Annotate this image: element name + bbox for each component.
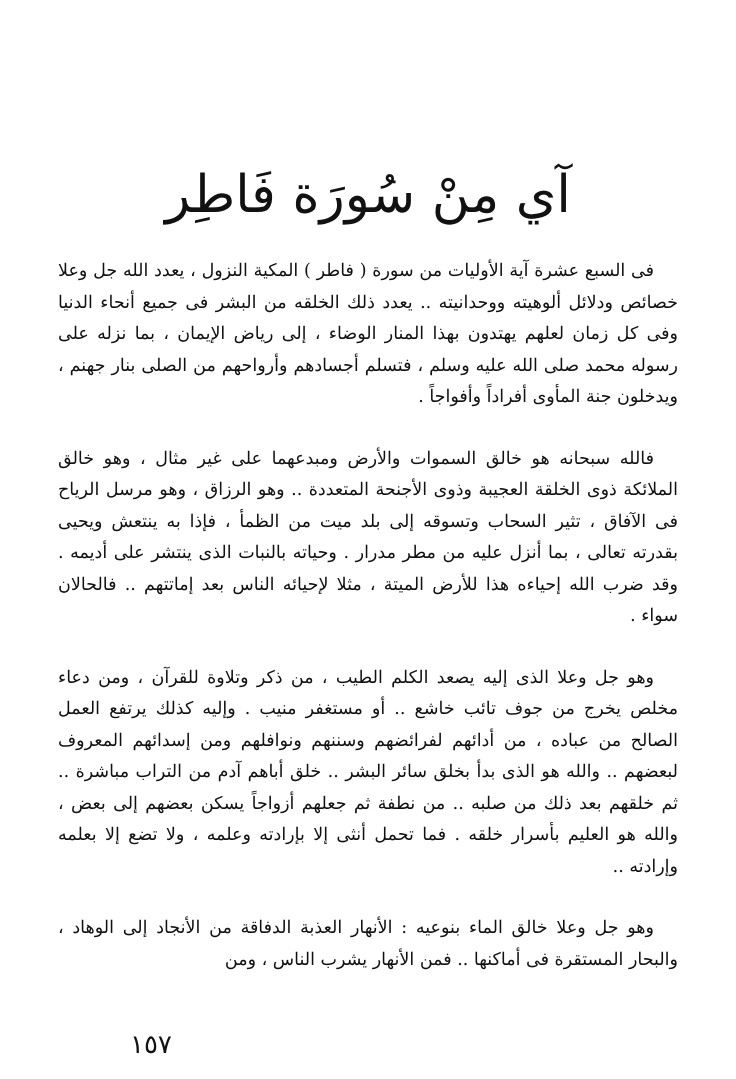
body-text bbox=[58, 256, 678, 1006]
paragraph-1: فى السبع عشرة آية الأوليات من سورة ( فاطر ) المكية النزول ، يعدد الله جل وعلا خصائص ودلائل ألوهيته ووحدانيته .. يعدد ذلك الخلقه من البشر فى جميع أنحاء الدنيا وفى كل زمان لعلهم يهتدون بهذا المنار الوضاء ، إلى رياض الإيمان ، بما نزله على رسوله محمد صلى الله عليه وسلم ، فتسلم أجسادهم وأرواحهم من الصلى بنار جهنم ، ويدخلون جنة المأوى أفراداً وأفواجاً . bbox=[58, 261, 678, 407]
page-number: ١٥٧ bbox=[130, 1030, 172, 1060]
chapter-title: آي مِنْ سُورَة فَاطِر bbox=[165, 164, 571, 225]
paragraph-2: فالله سبحانه هو خالق السموات والأرض ومبدعهما على غير مثال ، وهو خالق الملائكة ذوى الخلقة العجيبة وذوى الأجنحة المتعددة .. وهو الرزاق ، وهو مرسل الرياح فى الآفاق ، تثير السحاب وتسوقه إلى بلد ميت من الظمأ ، فإذا به ينتعش ويحيى بقدرته تعالى ، بما أنزل عليه من مطر مدرار . وحياته بالنبات الذى ينتشر على أديمه . وقد ضرب الله إحياءه هذا للأرض الميتة ، مثلا لإحيائه الناس بعد إماتتهم .. فالحالان سواء . bbox=[58, 448, 678, 626]
paragraph-4: وهو جل وعلا خالق الماء بنوعيه : الأنهار العذبة الدفاقة من الأنجاد إلى الوهاد ، والبحار المستقرة فى أماكنها .. فمن الأنهار يشرب الناس ، ومن bbox=[58, 918, 678, 970]
paragraph-3: وهو جل وعلا الذى إليه يصعد الكلم الطيب ، من ذكر وتلاوة للقرآن ، ومن دعاء مخلص يخرج من جوف تائب خاشع .. أو مستغفر منيب . وإليه كذلك يرتفع العمل الصالح من عباده ، من أدائهم لفرائضهم وسننهم ونوافلهم ومن إسدائهم المعروف لبعضهم .. والله هو الذى بدأ بخلق سائر البشر .. خلق أباهم آدم من التراب مباشرة .. ثم خلقهم بعد ذلك من صلبه .. من نطفة ثم جعلهم أزواجاً يسكن بعضهم إلى بعض ، والله هو العليم بأسرار خلقه . فما تحمل أنثى إلا بإرادته وعلمه ، ولا تضع إلا بعلمه وإرادته .. bbox=[58, 667, 678, 877]
